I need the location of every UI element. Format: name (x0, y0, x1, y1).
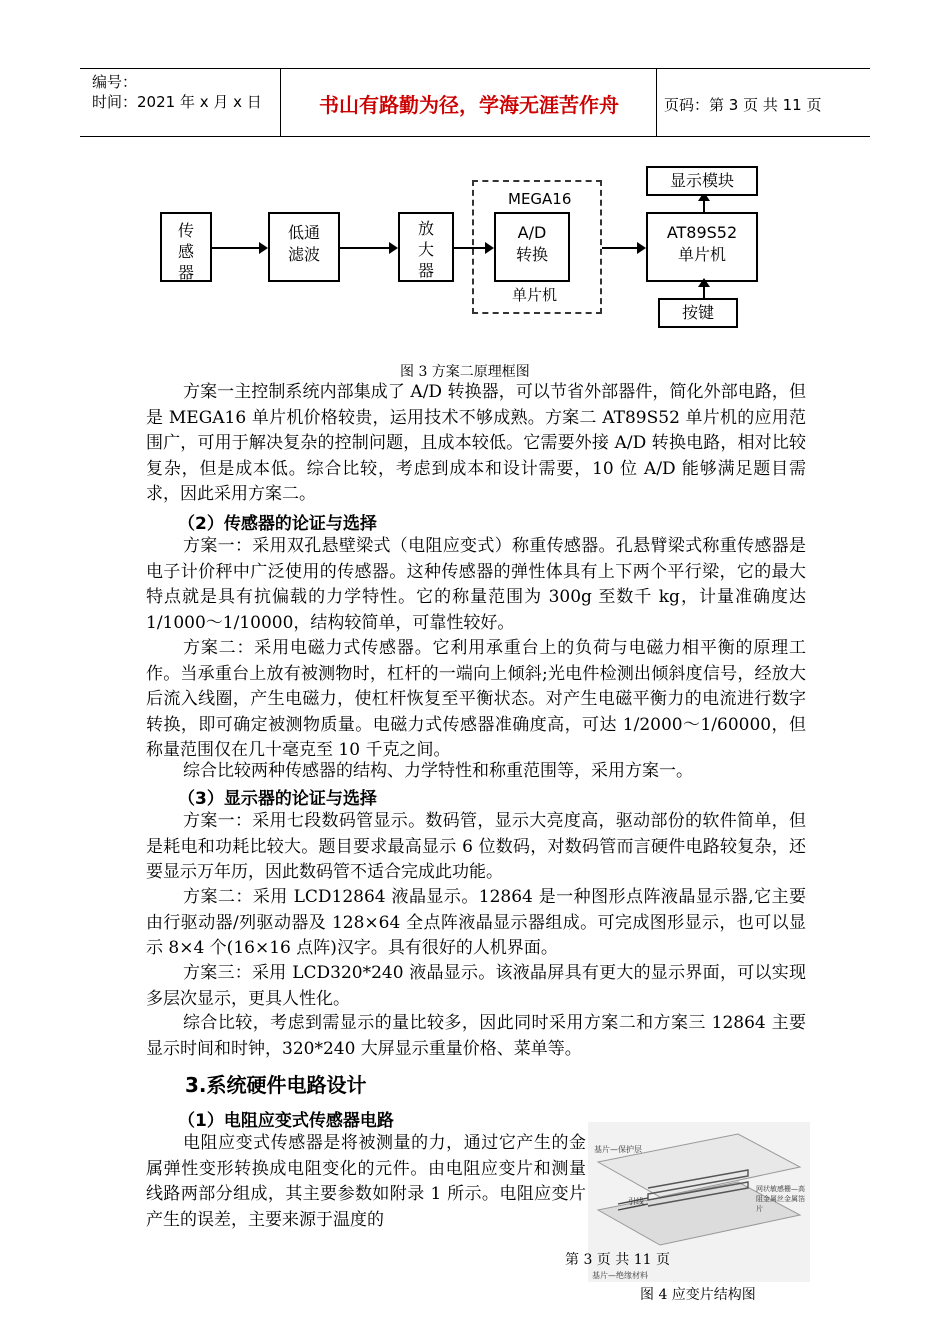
block-lowpass (268, 212, 340, 282)
header-divider-2 (656, 68, 657, 136)
block-key-label: 按键 (681, 303, 714, 322)
heading-sensor-selection: （2）传感器的论证与选择 (178, 514, 377, 534)
block-amplifier (398, 212, 454, 282)
header-left (92, 72, 262, 112)
arrow-4 (602, 247, 644, 249)
mcu-label: 单片机 (512, 286, 558, 304)
arrow-from-key (703, 282, 705, 298)
arrow-to-display (703, 196, 705, 212)
paragraph-display-conclusion: 综合比较，考虑到需显示的量比较多，因此同时采用方案二和方案三 12864 主要显示时间和时钟，320*240 大屏显示重量价格、菜单等。 (146, 1013, 806, 1059)
paragraph-display-option-3: 方案三：采用 LCD320*240 液晶显示。该液晶屏具有更大的显示界面，可以实现多层次显示，更具人性化。 (146, 963, 806, 1009)
figure-3-caption: 图 3 方案二原理框图 (400, 364, 530, 380)
header-bottom-rule (80, 136, 870, 137)
header-motto: 书山有路勤为径，学海无涯苦作舟 (319, 92, 619, 117)
block-display-label: 显示模块 (669, 171, 734, 190)
arrow-1 (212, 247, 266, 249)
block-key (658, 298, 738, 328)
block-lowpass-label: 低通滤波 (287, 223, 320, 264)
fig4-label-base: 基片—绝缘材料 (592, 1271, 648, 1280)
paragraph-mcu-comparison: 方案一主控制系统内部集成了 A/D 转换器，可以节省外部器件，简化外部电路，但是 MEGA16 单片机价格较贵，运用技术不够成熟。方案二 AT89S52 单片机的应用范围广，可用于解决复杂的控制问题，且成本较低。它需要外接 A/D 转换电路，相对比较复杂，但是成本低。综合比较，考虑到成本和设计需要，10 位 A/D 能够满足题目需求，因此采用方案二。 (146, 382, 806, 505)
page-footer: 第 3 页 共 11 页 (565, 1252, 670, 1268)
fig4-label-grid: 网状敏感栅—高阻金属丝金属箔片 (756, 1185, 805, 1213)
mega16-label: MEGA16 (508, 190, 572, 208)
block-display (646, 166, 758, 196)
heading-strain-circuit: （1）电阻应变式传感器电路 (178, 1111, 394, 1131)
date-label: 时间：2021 年 x 月 x 日 (92, 93, 262, 111)
block-sensor-label: 传感器 (177, 221, 194, 282)
block-sensor (160, 212, 212, 282)
paragraph-sensor-option-1: 方案一：采用双孔悬壁梁式（电阻应变式）称重传感器。孔悬臂梁式称重传感器是电子计价秤中广泛使用的传感器。这种传感器的弹性体具有上下两个平行梁，它的最大特点就是具有抗偏载的力学特性。它的称量范围为 300g 至数千 kg，计量准确度达 1/1000～1/10000，结构较简单，可靠性较好。 (146, 536, 806, 633)
block-at89s52 (646, 212, 758, 282)
page-label: 页码：第 3 页 共 11 页 (664, 96, 822, 114)
heading-display-selection: （3）显示器的论证与选择 (178, 789, 377, 809)
paragraph-display-option-2: 方案二：采用 LCD12864 液晶显示。12864 是一种图形点阵液晶显示器,它主要由行驱动器/列驱动器及 128×64 全点阵液晶显示器组成。可完成图形显示，也可以显示 8×4 个(16×16 点阵)汉字。具有很好的人机界面。 (146, 887, 806, 959)
paragraph-sensor-option-2: 方案二：采用电磁力式传感器。它利用承重台上的负荷与电磁力相平衡的原理工作。当承重台上放有被测物时，杠杆的一端向上倾斜;光电件检测出倾斜度信号，经放大后流入线圈，产生电磁力，使杠杆恢复至平衡状态。对产生电磁平衡力的电流进行数字转换，即可确定被测物质量。电磁力式传感器准确度高，可达 1/2000～1/60000，但称量范围仅在几十毫克至 10 千克之间。 (146, 638, 806, 761)
number-label: 编号： (92, 73, 138, 91)
section-3-heading: 3.系统硬件电路设计 (185, 1073, 367, 1097)
block-adc-label: A/D转换 (515, 223, 548, 264)
block-at89s52-label: AT89S52单片机 (666, 223, 738, 264)
fig4-label-lead: 引线 (628, 1197, 644, 1206)
header-divider-1 (280, 68, 281, 136)
paragraph-display-option-1: 方案一：采用七段数码管显示。数码管，显示大亮度高，驱动部份的软件简单，但是耗电和功耗比较大。题目要求最高显示 6 位数码，对数码管而言硬件电路较复杂，还要显示万年历，因此数码管不适合完成此功能。 (146, 811, 806, 883)
block-amplifier-label: 放大器 (417, 219, 434, 280)
block-diagram (150, 160, 780, 340)
header-top-rule (80, 68, 870, 69)
paragraph-sensor-conclusion: 综合比较两种传感器的结构、力学特性和称重范围等，采用方案一。 (183, 761, 693, 781)
fig4-label-protect: 基片—保护层 (594, 1145, 642, 1154)
arrow-2 (340, 247, 396, 249)
block-adc (494, 212, 570, 282)
paragraph-strain-sensor: 电阻应变式传感器是将被测量的力，通过它产生的金属弹性变形转换成电阻变化的元件。由电阻应变片和测量线路两部分组成，其主要参数如附录 1 所示。电阻应变片产生的误差，主要来源于温度的 (146, 1133, 586, 1230)
figure-4-caption: 图 4 应变片结构图 (640, 1287, 756, 1303)
